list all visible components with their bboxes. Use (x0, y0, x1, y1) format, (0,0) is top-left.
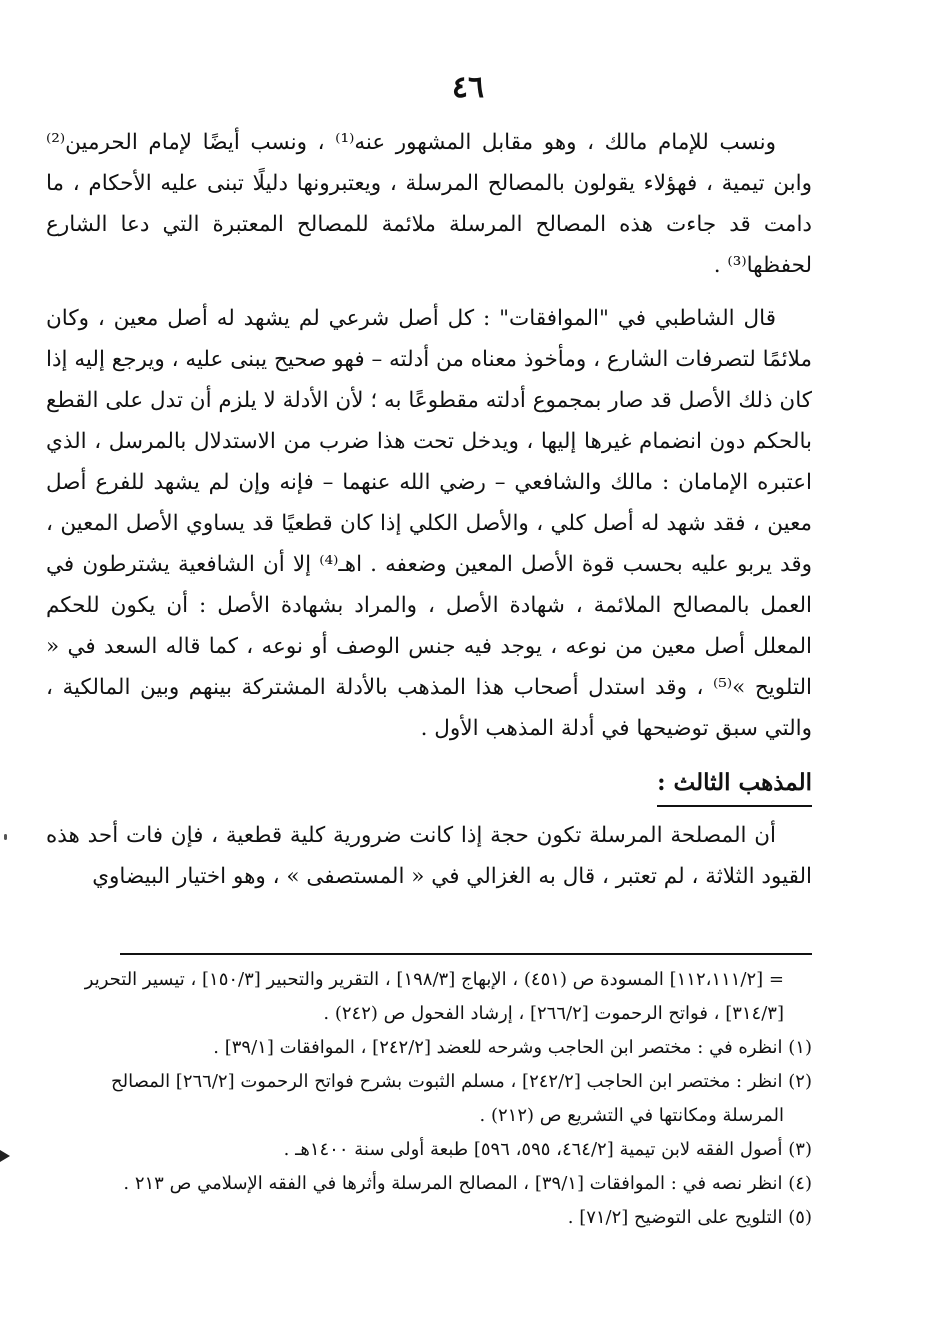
footnote-3: (٣) أصول الفقه لابن تيمية [٤٦٤/٢، ٥٩٥، ٥٩٦] طبعة أولى سنة ١٤٠٠هـ . (283, 1139, 812, 1160)
margin-arrow-icon (0, 1150, 10, 1162)
paragraph-text: قال الشاطبي في "الموافقات" : كل أصل شرعي لم يشهد له أصل معين ، وكان ملائمًا لتصرفات الشارع ، ومأخوذ معناه من أدلته – فهو صحيح يبنى عليه ، ويرجع إليه إذا كان ذلك الأصل قد صار بمجموع أدلته مقطوعًا به ؛ لأن الأدلة لا يلزم أن تدل على القطع بالحكم دون انضمام غيرها إليها ، ويدخل تحت هذا ضرب من الاستدلال بالمرسل ، الذي اعتبره الإمامان : مالك والشافعي – رضي الله عنهما – فإنه وإن لم يشهد للفرع أصل معين ، فقد شهد له أصل كلي ، والأصل الكلي إذا كان قطعيًا قد يساوي الأصل المعين ، وقد يربو عليه بحسب قوة الأصل المعين وضعفه . اهـ⁽⁴⁾ إلا أن الشافعية يشترطون في العمل بالمصالح الملائمة ، شهادة الأصل ، والمراد بشهادة الأصل : أن يكون للحكم المعلل أصل معين من نوعه ، يوجد فيه جنس الوصف أو نوعه ، كما قاله السعد في « التلويح »⁽⁵⁾ ، وقد استدل أصحاب هذا المذهب بالأدلة المشتركة بينهم وبين المالكية ، والتي سبق توضيحها في أدلة المذهب الأول . (46, 306, 812, 741)
paragraph-2 (46, 298, 812, 749)
footnote-4: (٤) انظر نصه في : الموافقات [٣٩/١] ، المصالح المرسلة وأثرها في الفقه الإسلامي ص ٢١٣ . (123, 1173, 812, 1194)
footnote-separator (120, 953, 812, 955)
paragraph-text: ونسب للإمام مالك ، وهو مقابل المشهور عنه⁽¹⁾ ، ونسب أيضًا لإمام الحرمين⁽²⁾ وابن تيمية ، فهؤلاء يقولون بالمصالح المرسلة ، ويعتبرونها دليلًا تبنى عليه الأحكام ، ما دامت قد جاءت هذه المصالح المرسلة ملائمة للمصالح المعتبرة التي دعا الشارع لحفظها⁽³⁾ . (46, 130, 812, 278)
page-number: ٤٦ (451, 70, 485, 105)
paragraph-3 (46, 815, 812, 897)
section-heading: المذهب الثالث : (657, 763, 812, 807)
paragraph-1 (46, 122, 812, 286)
main-text (46, 122, 812, 897)
footnote-1: (١) انظره في : مختصر ابن الحاجب وشرحه للعضد [٢٤٢/٢] ، الموافقات [٣٩/١] . (213, 1037, 812, 1058)
paragraph-text: أن المصلحة المرسلة تكون حجة إذا كانت ضرورية كلية قطعية ، فإن فات أحد هذه القيود الثلاثة ، لم تعتبر ، قال به الغزالي في « المستصفى » ، وهو اختيار البيضاوي (46, 823, 812, 889)
scan-speck (4, 834, 7, 840)
footnote-carryover: = [١١٢،١١١/٢] المسودة ص (٤٥١) ، الإبهاج [١٩٨/٣] ، التقرير والتحبير [١٥٠/٣] ، تيسير التحرير [٣١٤/٣] ، فواتح الرحموت [٢٦٦/٢] ، إرشاد الفحول ص (٢٤٢) . (84, 969, 784, 1024)
footnote-5: (٥) التلويح على التوضيح [٧١/٢] . (567, 1207, 812, 1228)
section-heading-wrap (46, 763, 812, 807)
footnotes (46, 963, 812, 1235)
footnote-2: (٢) انظر : مختصر ابن الحاجب [٢٤٢/٢] ، مسلم الثبوت بشرح فواتح الرحموت [٢٦٦/٢] المصالح المرسلة ومكانتها في التشريع ص (٢١٢) . (110, 1071, 812, 1126)
